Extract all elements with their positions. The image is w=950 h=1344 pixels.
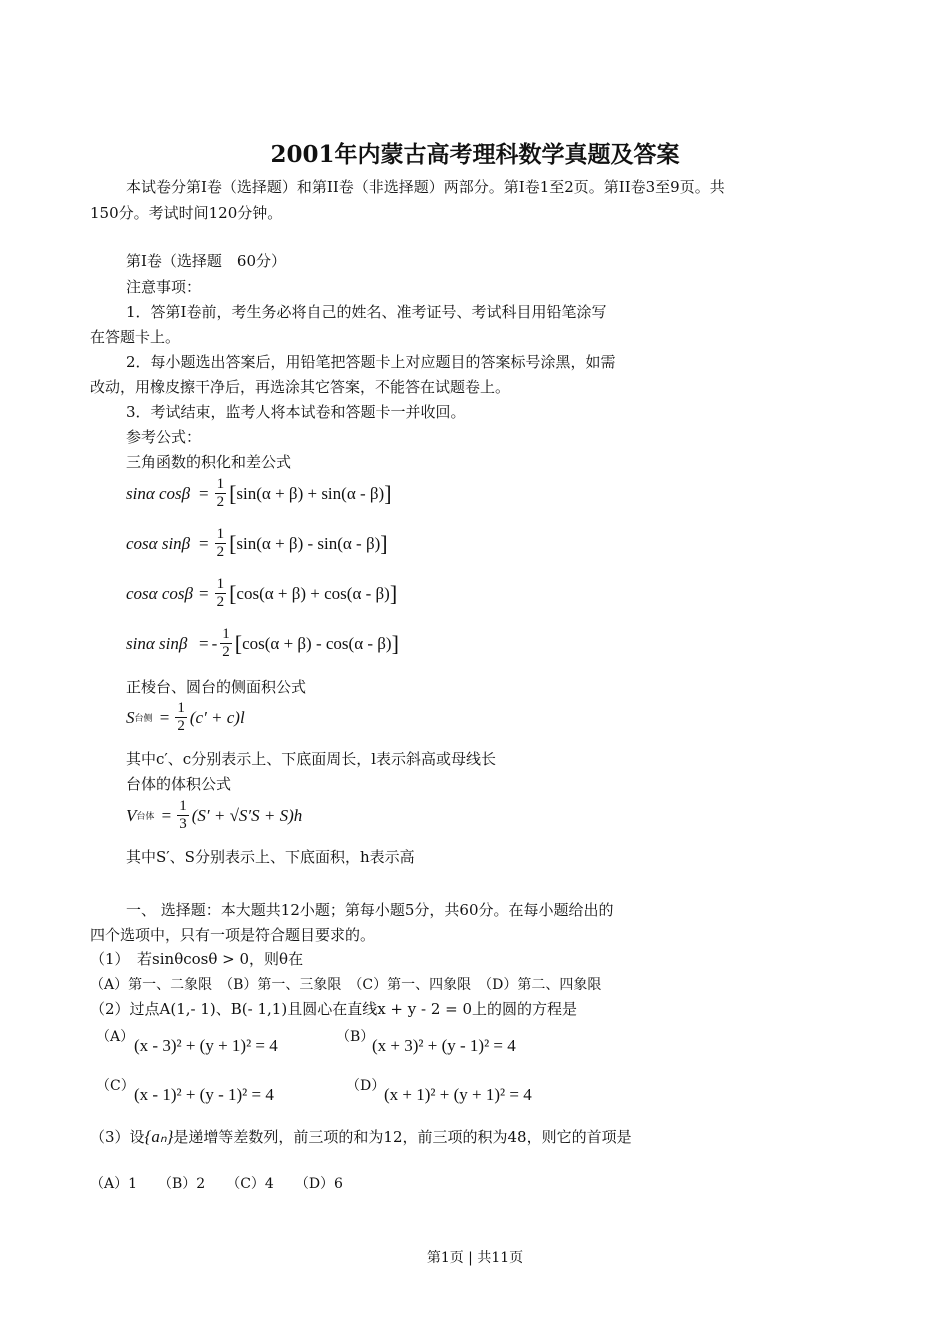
trig-formula-2: cosα sinβ = $\frac{1}{2}$ [ sin(α + β) - sin(α - β) ] xyxy=(126,526,388,560)
trig-rhs: cos(α + β) - cos(α - β) xyxy=(242,633,392,653)
area-subscript: 台侧 xyxy=(134,713,153,723)
volume-rhs: (S′ + √S′S + S)h xyxy=(191,805,303,825)
q2-option-c-label: （C） xyxy=(96,1078,135,1094)
frustum-volume-formula: V 台体 = $\frac{1}{3}$ (S′ + √S′S + S)h xyxy=(126,798,303,832)
page-title: 2001年内蒙古高考理科数学真题及答案 xyxy=(270,141,680,168)
notice-item-1: 1．答第Ⅰ卷前，考生务必将自己的姓名、准考证号、考试科目用铅笔涂写 xyxy=(126,303,607,321)
question-3-options: （A）1 （B）2 （C）4 （D）6 xyxy=(90,1176,343,1192)
formulas-heading: 参考公式： xyxy=(126,428,202,446)
trig-rhs: sin(α + β) + sin(α - β) xyxy=(236,483,385,503)
q2-option-b-label: （B） xyxy=(336,1029,375,1045)
fraction-half: $\frac{1}{2}$ xyxy=(222,626,230,660)
q2-option-a-label: （A） xyxy=(96,1029,135,1045)
intro-line-1: 本试卷分第Ⅰ卷（选择题）和第II卷（非选择题）两部分。第Ⅰ卷1至2页。第II卷3至9页。共 xyxy=(126,178,725,196)
notice-item-3: 3．考试结束，监考人将本试卷和答题卡一并收回。 xyxy=(126,403,466,421)
part1-heading-cont: 四个选项中，只有一项是符合题目要求的。 xyxy=(90,926,376,944)
q3-stem-post: 是递增等差数列，前三项的和为12，前三项的积为48，则它的首项是 xyxy=(173,1128,632,1146)
trig-rhs: sin(α + β) - sin(α - β) xyxy=(236,533,381,553)
frustum-volume-heading: 台体的体积公式 xyxy=(126,775,232,793)
notice-heading: 注意事项： xyxy=(126,278,202,296)
q2-option-b: (x + 3)² + (y - 1)² = 4 xyxy=(372,1036,516,1055)
section-heading: 第Ⅰ卷（选择题 60分） xyxy=(126,252,287,270)
fraction-half: $\frac{1}{2}$ xyxy=(177,700,185,734)
trig-lhs: sinα cosβ xyxy=(126,483,191,503)
part1-heading: 一、 选择题：本大题共12小题；第每小题5分，共60分。在每小题给出的 xyxy=(126,901,614,919)
trig-lhs: sinα sinβ xyxy=(126,633,188,653)
frustum-area-formula: S 台侧 = $\frac{1}{2}$ (c′ + c)l xyxy=(126,700,245,734)
notice-item-2-cont: 改动，用橡皮擦干净后，再选涂其它答案，不能答在试题卷上。 xyxy=(90,378,511,396)
q2-option-c: (x - 1)² + (y - 1)² = 4 xyxy=(134,1085,274,1104)
intro-line-2: 150分。考试时间120分钟。 xyxy=(90,204,283,222)
page-footer: 第1页 | 共11页 xyxy=(426,1250,524,1266)
question-1-options: （A）第一、二象限 （B）第一、三象限 （C）第一、四象限 （D）第二、四象限 xyxy=(90,977,602,993)
notice-item-1-cont: 在答题卡上。 xyxy=(90,328,181,346)
q2-option-d: (x + 1)² + (y + 1)² = 4 xyxy=(384,1085,532,1104)
volume-symbol: V xyxy=(126,805,137,825)
frustum-volume-note: 其中S′、S分别表示上、下底面积，h表示高 xyxy=(126,848,415,866)
area-symbol: S xyxy=(126,707,135,727)
question-1-stem: （1） 若sinθcosθ > 0，则θ在 xyxy=(90,950,304,968)
fraction-third: $\frac{1}{3}$ xyxy=(179,798,187,832)
q3-stem-pre: （3）设 xyxy=(90,1128,145,1146)
trig-formula-1: sinα cosβ = $\frac{1}{2}$ [ sin(α + β) + sin(α - β) ] xyxy=(126,476,392,510)
trig-formula-3: cosα cosβ = $\frac{1}{2}$ [ cos(α + β) + cos(α - β) ] xyxy=(126,576,398,610)
fraction-half: $\frac{1}{2}$ xyxy=(216,526,225,560)
fraction-half: $\frac{1}{2}$ xyxy=(216,576,225,610)
trig-heading: 三角函数的积化和差公式 xyxy=(126,453,292,471)
notice-item-2: 2．每小题选出答案后，用铅笔把答题卡上对应题目的答案标号涂黑，如需 xyxy=(126,353,616,371)
frustum-area-note: 其中c′、c分别表示上、下底面周长，l表示斜高或母线长 xyxy=(126,750,497,768)
q2-option-a: (x - 3)² + (y + 1)² = 4 xyxy=(134,1036,278,1055)
trig-lhs: cosα sinβ xyxy=(126,533,191,553)
trig-rhs: cos(α + β) + cos(α - β) xyxy=(236,583,390,603)
trig-formula-4: sinα sinβ = - $\frac{1}{2}$ [ cos(α + β) - cos(α - β) ] xyxy=(126,626,399,660)
trig-sign: - xyxy=(211,633,218,653)
fraction-half: $\frac{1}{2}$ xyxy=(216,476,225,510)
question-2-stem: （2）过点A(1,- 1)、B(- 1,1)且圆心在直线x + y - 2 = 0上的圆的方程是 xyxy=(90,1000,578,1018)
frustum-area-heading: 正棱台、圆台的侧面积公式 xyxy=(126,678,307,696)
sequence-symbol: {aₙ} xyxy=(144,1127,174,1146)
q2-option-d-label: （D） xyxy=(346,1078,386,1094)
area-rhs: (c′ + c)l xyxy=(189,707,245,727)
question-3-stem xyxy=(90,1126,632,1148)
volume-subscript: 台体 xyxy=(136,811,155,821)
trig-lhs: cosα cosβ xyxy=(126,583,193,603)
